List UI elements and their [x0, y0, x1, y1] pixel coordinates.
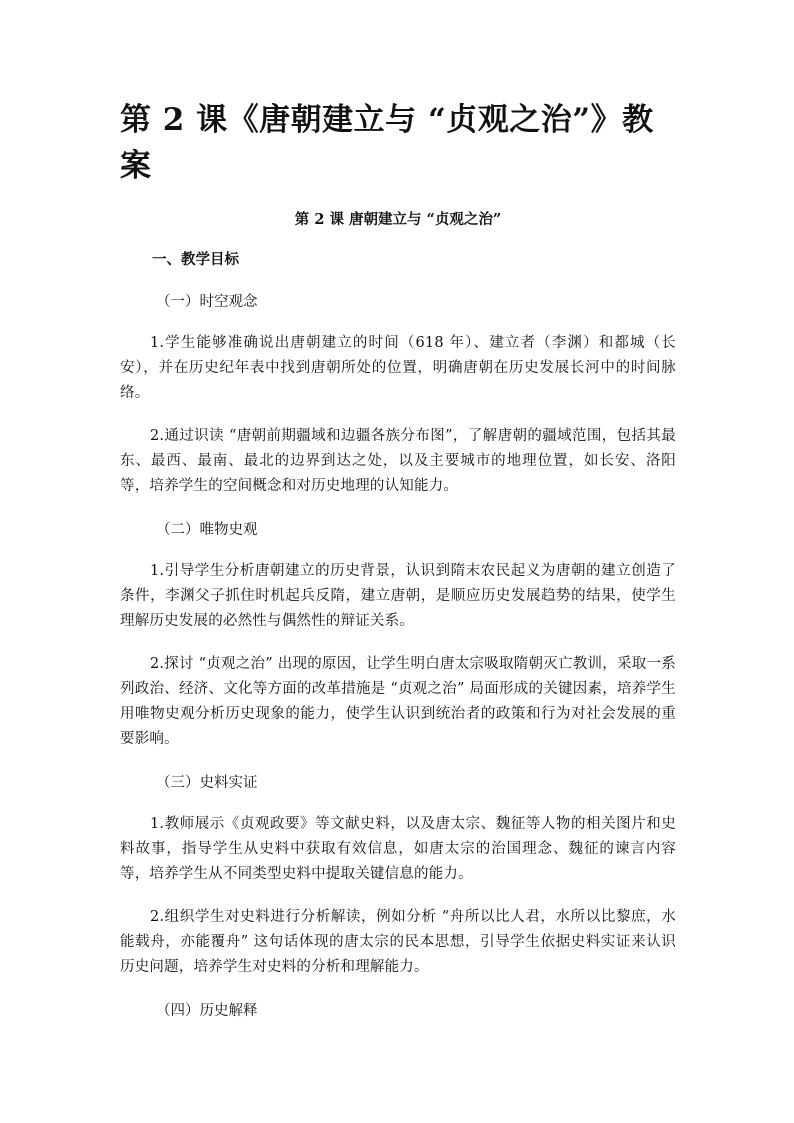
- paragraph: 2.探讨 “贞观之治” 出现的原因，让学生明白唐太宗吸取隋朝灭亡教训，采取一系列政治、经济、文化等方面的改革措施是 “贞观之治” 局面形成的关键因素，培养学生用唯物史观分析历史现象的能力，使学生认识到统治者的政策和行为对社会发展的重要影响。: [120, 656, 676, 747]
- subsection-heading-spacetime: （一）时空观念: [156, 294, 258, 310]
- subsection-heading-evidence: （三）史料实证: [156, 775, 258, 791]
- lesson-subtitle: 第 2 课 唐朝建立与 “贞观之治”: [294, 211, 502, 228]
- document-page: [120, 0, 676, 1022]
- paragraph: 1.引导学生分析唐朝建立的历史背景，认识到隋末农民起义为唐朝的建立创造了条件，李渊父子抓住时机起兵反隋，建立唐朝，是顺应历史发展趋势的结果，使学生理解历史发展的必然性与偶然性的辩证关系。: [120, 563, 676, 629]
- paragraph: 2.组织学生对史料进行分析解读，例如分析 “舟所以比人君，水所以比黎庶，水能载舟，亦能覆舟” 这句话体现的唐太宗的民本思想，引导学生依据史料实证来认识历史问题，培养学生对史料的分析和理解能力。: [120, 909, 676, 975]
- subsection-heading-materialism: （二）唯物史观: [156, 522, 258, 538]
- section-heading-teaching-goals: 一、教学目标: [152, 251, 239, 268]
- subsection-heading-interpretation: （四）历史解释: [156, 1003, 258, 1019]
- document-title: 第 2 课《唐朝建立与 “贞观之治”》教案: [120, 102, 654, 184]
- paragraph: 1.教师展示《贞观政要》等文献史料，以及唐太宗、魏征等人物的相关图片和史料故事，指导学生从史料中获取有效信息，如唐太宗的治国理念、魏征的谏言内容等，培养学生从不同类型史料中提取关键信息的能力。: [120, 816, 676, 882]
- paragraph: 1.学生能够准确说出唐朝建立的时间（618 年）、建立者（李渊）和都城（长安），并在历史纪年表中找到唐朝所处的位置，明确唐朝在历史发展长河中的时间脉络。: [120, 335, 676, 401]
- paragraph: 2.通过识读 “唐朝前期疆域和边疆各族分布图”，了解唐朝的疆域范围，包括其最东、最西、最南、最北的边界到达之处，以及主要城市的地理位置，如长安、洛阳等，培养学生的空间概念和对历史地理的认知能力。: [120, 428, 676, 494]
